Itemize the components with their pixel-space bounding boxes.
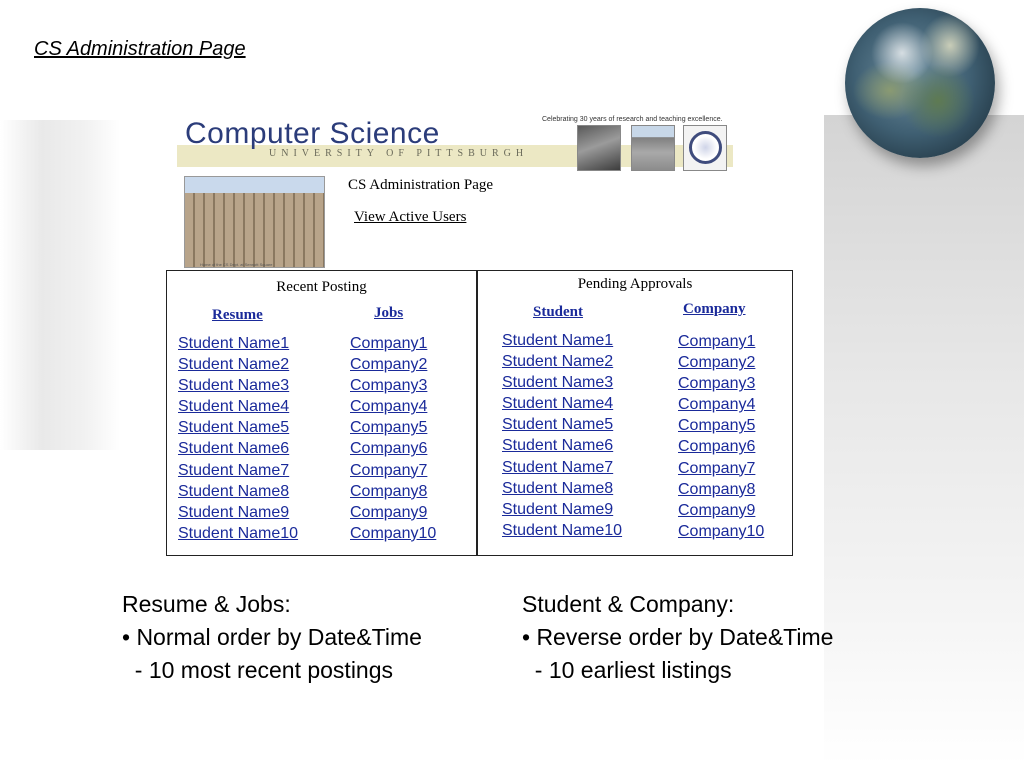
company-approval-link[interactable]: Company9	[678, 501, 756, 519]
job-link[interactable]: Company8	[350, 482, 428, 500]
job-link[interactable]: Company10	[350, 524, 437, 542]
cathedral-photo	[631, 125, 675, 171]
company-approval-link[interactable]: Company10	[678, 522, 765, 540]
company-approval-link[interactable]: Company7	[678, 459, 756, 477]
job-link[interactable]: Company3	[350, 377, 428, 395]
student-approval-link[interactable]: Student Name3	[502, 374, 614, 392]
note-line: • Reverse order by Date&Time	[522, 624, 834, 650]
student-approval-link[interactable]: Student Name6	[502, 437, 614, 455]
resume-link[interactable]: Student Name9	[178, 503, 290, 521]
pending-approvals-panel	[477, 270, 793, 556]
resume-link[interactable]: Student Name1	[178, 335, 290, 352]
resume-column-header[interactable]: Resume	[212, 307, 263, 323]
job-link[interactable]: Company1	[350, 335, 428, 352]
note-line: • Normal order by Date&Time	[122, 624, 422, 650]
slide-title: CS Administration Page	[34, 38, 246, 60]
resume-link[interactable]: Student Name7	[178, 461, 290, 479]
student-approval-link[interactable]: Student Name9	[502, 500, 614, 518]
globe-icon	[845, 8, 995, 158]
company-approval-link[interactable]: Company2	[678, 354, 756, 372]
company-approval-link[interactable]: Company5	[678, 417, 756, 435]
resume-link[interactable]: Student Name4	[178, 398, 290, 416]
job-link[interactable]: Company6	[350, 440, 428, 458]
view-active-users-link[interactable]: View Active Users	[354, 209, 467, 225]
student-list	[502, 330, 622, 541]
company-approval-link[interactable]: Company8	[678, 480, 756, 498]
jobs-column-header[interactable]: Jobs	[374, 305, 404, 321]
note-line: Student & Company:	[522, 591, 735, 617]
job-link[interactable]: Company7	[350, 461, 428, 479]
student-approval-link[interactable]: Student Name7	[502, 458, 614, 476]
job-link[interactable]: Company9	[350, 503, 428, 521]
resume-link[interactable]: Student Name2	[178, 356, 290, 374]
decorative-band-right	[824, 115, 1024, 765]
notes-resume-jobs	[122, 588, 422, 687]
note-line: - 10 earliest listings	[522, 657, 732, 683]
resume-link[interactable]: Student Name3	[178, 377, 290, 395]
resume-link[interactable]: Student Name8	[178, 482, 290, 500]
notes-student-company	[522, 588, 833, 687]
note-line: - 10 most recent postings	[122, 657, 394, 683]
company-list	[678, 331, 764, 542]
student-approval-link[interactable]: Student Name4	[502, 395, 614, 413]
banner-title: Computer Science	[185, 117, 440, 150]
company-approval-link[interactable]: Company1	[678, 333, 756, 350]
jobs-list	[350, 333, 436, 544]
student-column-header[interactable]: Student	[533, 304, 584, 320]
job-link[interactable]: Company5	[350, 419, 428, 437]
resume-link[interactable]: Student Name6	[178, 440, 290, 458]
note-line: Resume & Jobs:	[122, 591, 291, 617]
job-link[interactable]: Company4	[350, 398, 428, 416]
student-approval-link[interactable]: Student Name8	[502, 479, 614, 497]
resume-link[interactable]: Student Name5	[178, 419, 290, 437]
decorative-band-left	[0, 120, 120, 450]
student-approval-link[interactable]: Student Name5	[502, 416, 614, 434]
building-caption: Home of the CS Dept. at Sennott Square	[200, 262, 273, 267]
company-approval-link[interactable]: Company4	[678, 396, 756, 414]
resume-link[interactable]: Student Name10	[178, 524, 299, 542]
university-seal-icon	[683, 125, 727, 171]
student-approval-link[interactable]: Student Name1	[502, 332, 614, 349]
pending-approvals-title: Pending Approvals	[577, 276, 693, 292]
job-link[interactable]: Company2	[350, 356, 428, 374]
page-heading: CS Administration Page	[348, 177, 494, 193]
banner-subtitle: UNIVERSITY OF PITTSBURGH	[269, 148, 529, 159]
student-approval-link[interactable]: Student Name10	[502, 521, 623, 539]
banner-tagline: Celebrating 30 years of research and teaching excellence.	[542, 116, 723, 123]
cs-header-banner	[177, 110, 735, 172]
recent-posting-title: Recent Posting	[276, 279, 367, 295]
company-column-header[interactable]: Company	[683, 301, 746, 317]
recent-posting-panel	[166, 270, 477, 556]
resume-list	[178, 333, 298, 544]
student-approval-link[interactable]: Student Name2	[502, 353, 614, 371]
company-approval-link[interactable]: Company3	[678, 375, 756, 393]
panther-photo	[577, 125, 621, 171]
company-approval-link[interactable]: Company6	[678, 438, 756, 456]
building-photo	[184, 176, 325, 268]
